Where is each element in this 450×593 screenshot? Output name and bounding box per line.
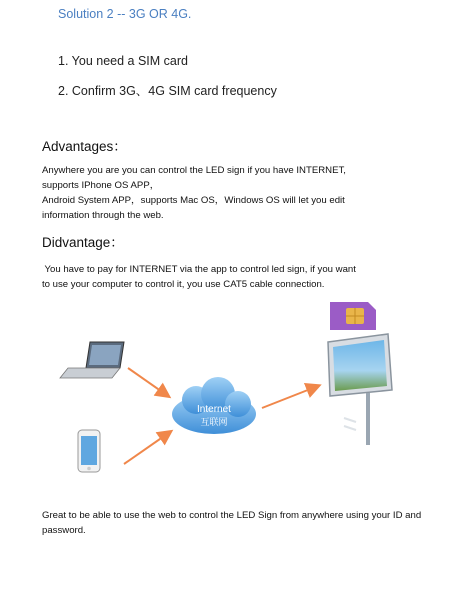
step-1: 1. You need a SIM card bbox=[58, 54, 188, 68]
network-diagram bbox=[0, 290, 450, 490]
arrow-phone-to-cloud bbox=[124, 432, 170, 464]
smartphone-icon bbox=[78, 430, 100, 472]
disadvantage-line: You have to pay for INTERNET via the app to control led sign, if you want bbox=[42, 264, 356, 275]
advantages-line: Anywhere you are you can control the LED sign if you have INTERNET, bbox=[42, 165, 346, 176]
advantages-line: information through the web. bbox=[42, 210, 164, 221]
led-sign-icon bbox=[328, 334, 392, 445]
laptop-icon bbox=[60, 342, 124, 378]
arrow-cloud-to-sign bbox=[262, 386, 318, 408]
cloud-icon bbox=[172, 377, 256, 434]
disadvantage-heading: Didvantage： bbox=[42, 235, 124, 250]
advantages-line: Android System APP，supports Mac OS，Windows OS will let you edit bbox=[42, 195, 345, 206]
step-2: 2. Confirm 3G、4G SIM card frequency bbox=[58, 84, 277, 98]
advantages-heading: Advantages： bbox=[42, 139, 127, 154]
cloud-label-cn: 互联网 bbox=[200, 418, 228, 428]
closing-text bbox=[42, 508, 421, 538]
advantages-line: supports IPhone OS APP， bbox=[42, 180, 160, 191]
cloud-label-en: Internet bbox=[197, 404, 231, 415]
sim-card-icon bbox=[330, 302, 376, 330]
closing-line: Great to be able to use the web to control the LED Sign from anywhere using your ID and bbox=[42, 510, 422, 521]
advantages-text bbox=[42, 163, 346, 223]
disadvantage-text bbox=[42, 262, 356, 292]
disadvantage-line: to use your computer to control it, you use CAT5 cable connection. bbox=[42, 279, 325, 290]
solution-title: Solution 2 -- 3G OR 4G. bbox=[58, 7, 192, 21]
arrow-laptop-to-cloud bbox=[128, 368, 168, 396]
closing-line: password. bbox=[42, 525, 86, 536]
